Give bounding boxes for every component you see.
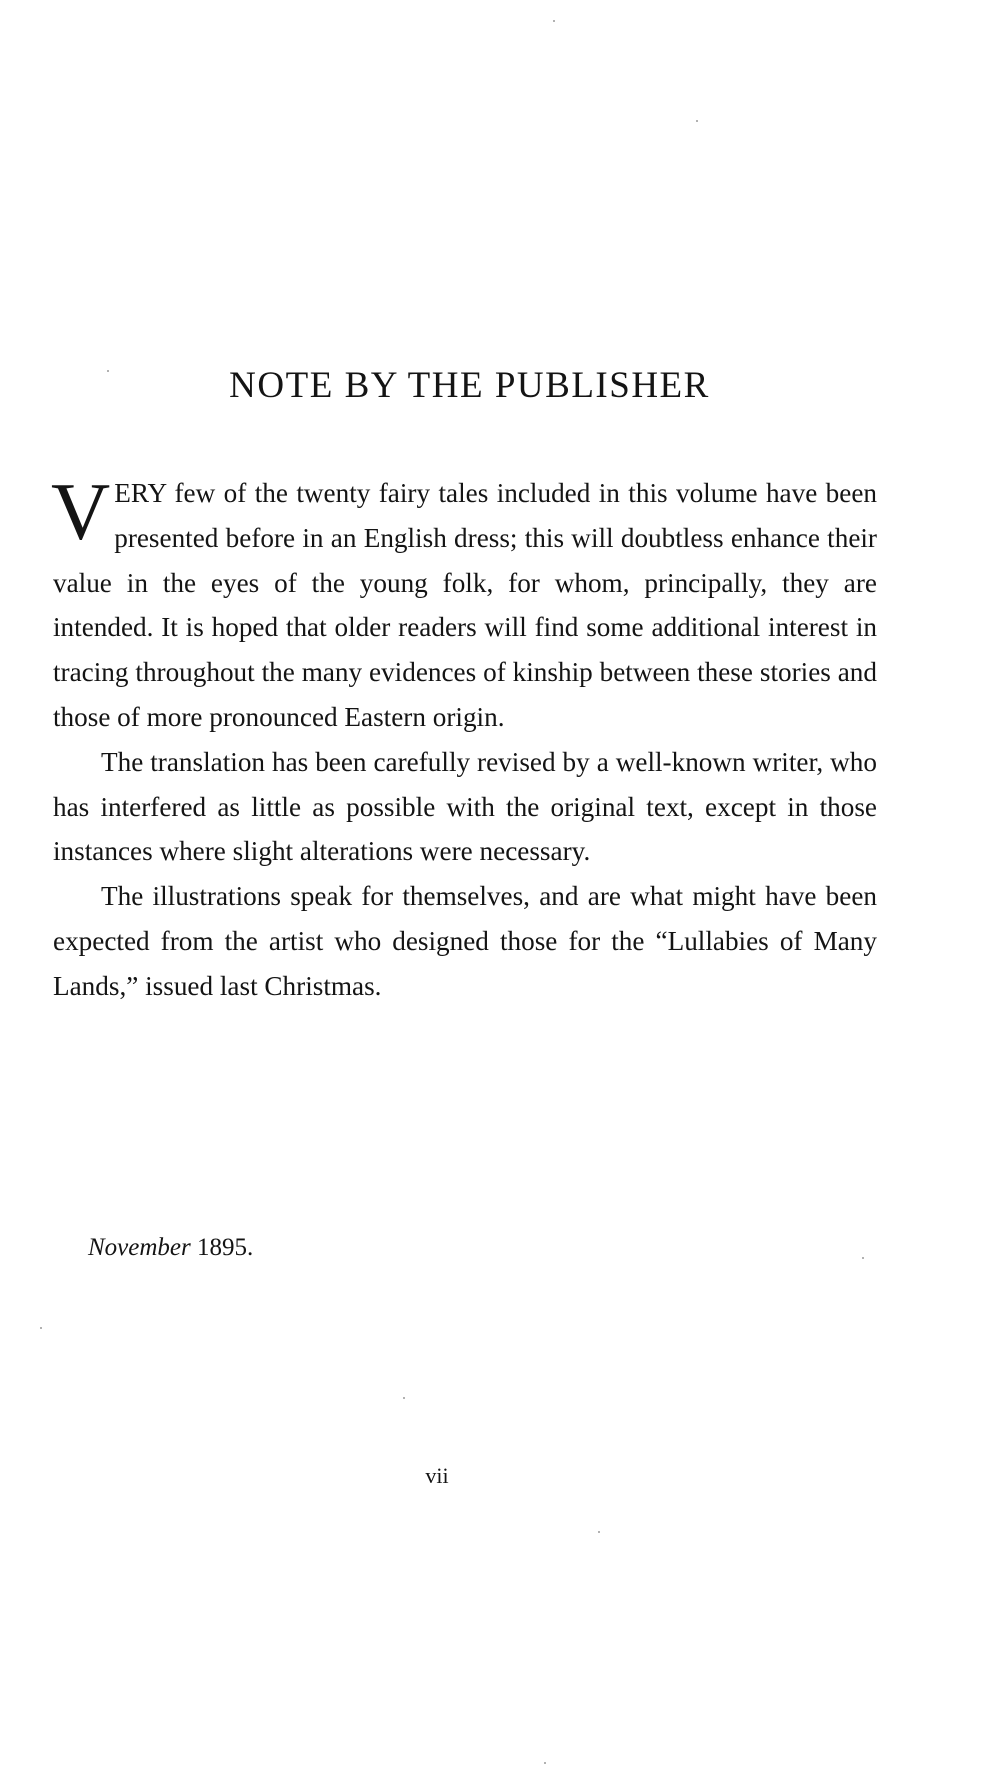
date-line [88, 1231, 253, 1265]
scan-speck [403, 1397, 405, 1399]
page-title: NOTE BY THE PUBLISHER [229, 365, 710, 406]
scan-speck [107, 370, 109, 372]
paragraph-1-text: ERY few of the twenty fairy tales included in this volume have been presented before in an English dress; this will doubtless enhance their value in the eyes of the young folk, for whom, principally, they are intended. It is hoped that older readers will find some additional interest in tracing throughout the many evidences of kinship between these stories and those of more pronounced Eastern origin. [53, 478, 877, 732]
date-month: November [88, 1234, 191, 1261]
scan-speck [598, 1531, 600, 1533]
paragraph-2: The translation has been carefully revised by a well-known writer, who has interfered as little as possible with the original text, except in those instances where slight alterations were necessary. [53, 746, 877, 867]
paragraph-1 [51, 466, 877, 740]
scan-speck [40, 1327, 42, 1329]
drop-cap: V [51, 466, 111, 557]
scan-speck [544, 1762, 546, 1764]
scan-speck [862, 1257, 864, 1259]
scan-speck [696, 120, 698, 122]
note-body [51, 466, 877, 1009]
paragraph-3: The illustrations speak for themselves, and are what might have been expected from the artist who designed those for the “Lullabies of Many Lands,” issued last Christmas. [53, 881, 877, 1001]
page-number: vii [425, 1463, 449, 1488]
date-year: 1895. [197, 1234, 254, 1261]
scan-speck [553, 20, 555, 22]
